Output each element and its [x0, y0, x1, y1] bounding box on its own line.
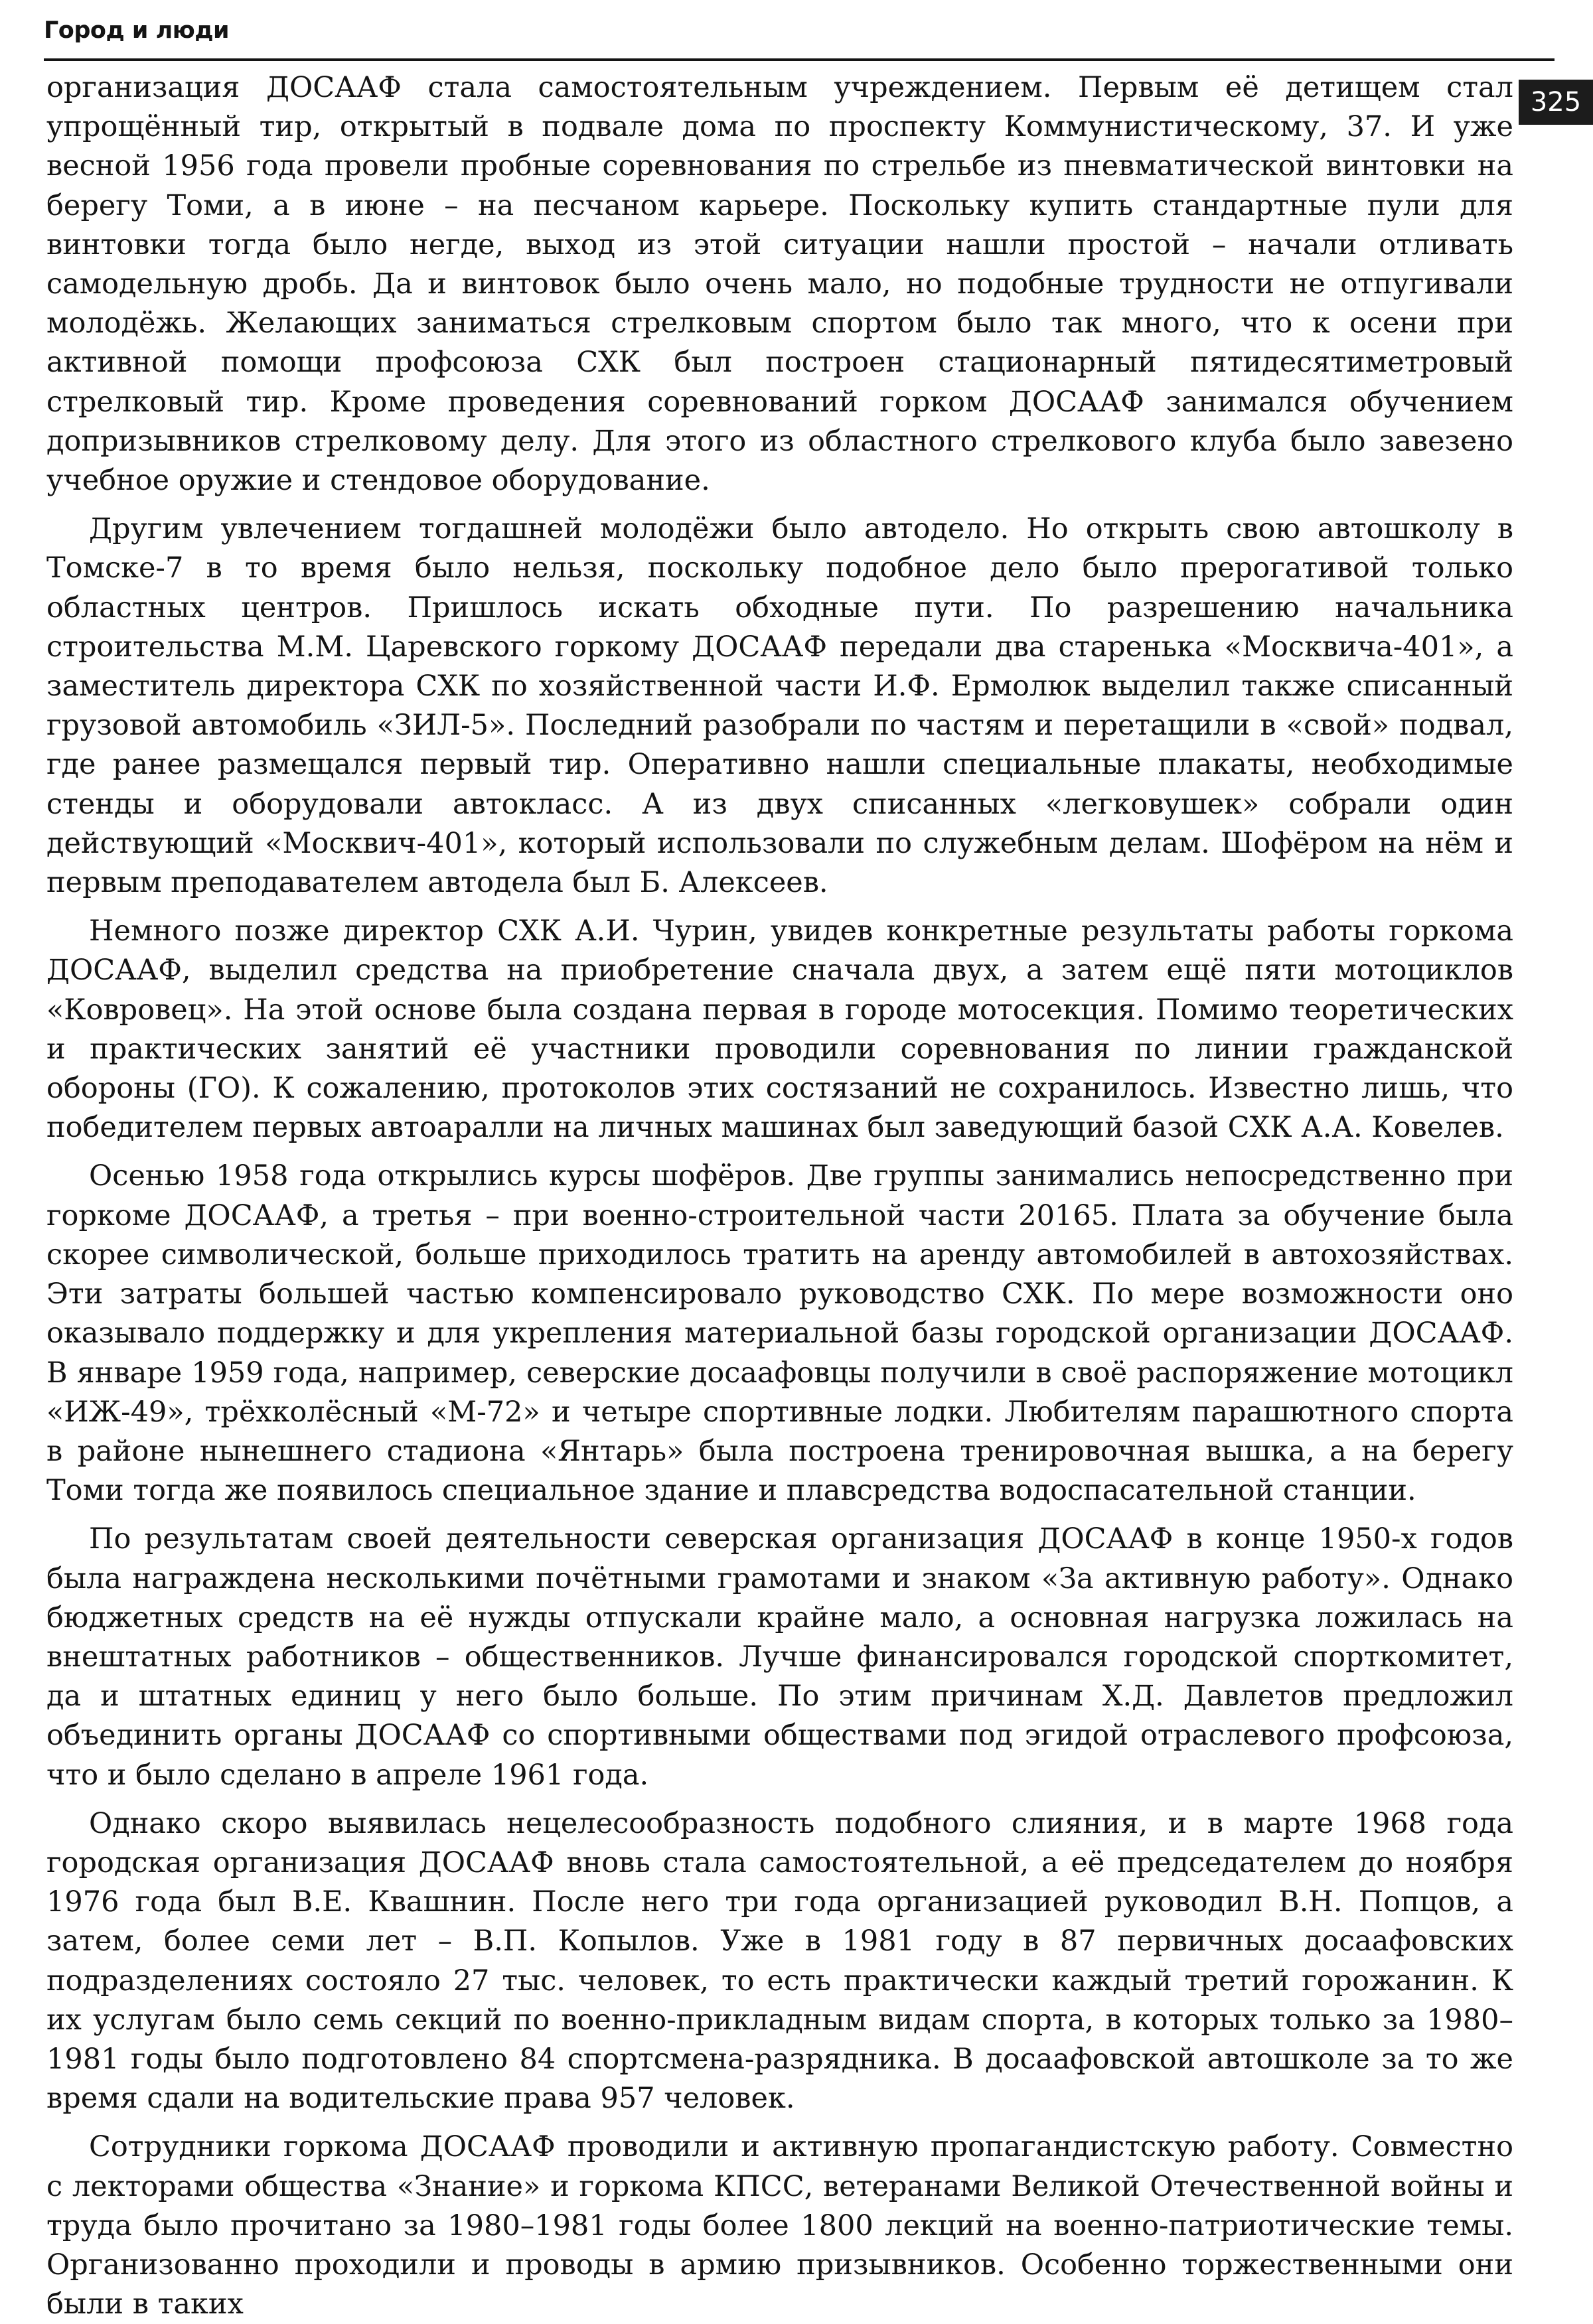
page-number: 325 — [1519, 80, 1593, 125]
paragraph: организация ДОСААФ стала самостоятельным учреждением. Первым её детищем стал упрощённый тир, открытый в подвале дома по проспекту Коммунистическому, 37. И уже весной 1956 года провели пробные соревнования по стрельбе из пневматической винтовки на берегу Томи, а в июне – на песчаном карьере. Поскольку купить стандартные пули для винтовки тогда было негде, выход из этой ситуации нашли простой – начали отливать самодельную дробь. Да и винтовок было очень мало, но подобные трудности не отпугивали молодёжь. Желающих заниматься стрелковым спортом было так много, что к осени при активной помощи профсоюза СХК был построен стационарный пятидесятиметровый стрелковый тир. Кроме проведения соревнований горком ДОСААФ занимался обучением допризывников стрелковому делу. Для этого из областного стрелкового клуба было завезено учебное оружие и стендовое оборудование. — [46, 71, 1513, 498]
paragraph: Осенью 1958 года открылись курсы шофёров. Две группы занимались непосредственно при горкоме ДОСААФ, а третья – при военно-строительной части 20165. Плата за обучение была скорее символической, больше приходилось тратить на аренду автомобилей в автохозяйствах. Эти затраты большей частью компенсировало руководство СХК. По мере возможности оно оказывало поддержку и для укрепления материальной базы городской организации ДОСААФ. В январе 1959 года, например, северские досаафовцы получили в своё распоряжение мотоцикл «ИЖ-49», трёхколёсный «М-72» и четыре спортивные лодки. Любителям парашютного спорта в районе нынешнего стадиона «Янтарь» была построена тренировочная вышка, а на берегу Томи тогда же появилось специальное здание и плавсредства водоспасательной станции. — [46, 1159, 1513, 1508]
paragraph: Однако скоро выявилась нецелесообразность подобного слияния, и в марте 1968 года городская организация ДОСААФ вновь стала самостоятельной, а её председателем до ноября 1976 года был В.Е. Квашнин. После него три года организацией руководил В.Н. Попцов, а затем, более семи лет – В.П. Копылов. Уже в 1981 году в 87 первичных досаафовских подразделениях состояло 27 тыс. человек, то есть практически каждый третий горожанин. К их услугам было семь секций по военно-прикладным видам спорта, в которых только за 1980–1981 годы было подготовлено 84 спортсмена-разрядника. В досаафовской автошколе за то же время сдали на водительские права 957 человек. — [46, 1806, 1513, 2116]
paragraph: Сотрудники горкома ДОСААФ проводили и активную пропагандистскую работу. Совместно с лекторами общества «Знание» и горкома КПСС, ветеранами Великой Отечественной войны и труда было прочитано за 1980–1981 годы более 1800 лекций на военно-патриотические темы. Организованно проходили и проводы в армию призывников. Особенно торжественными они были в таких — [46, 2130, 1513, 2321]
paragraph: Немного позже директор СХК А.И. Чурин, увидев конкретные результаты работы горкома ДОСААФ, выделил средства на приобретение сначала двух, а затем ещё пяти мотоциклов «Ковровец». На этой основе была создана первая в городе мотосекция. Помимо теоретических и практических занятий её участники проводили соревнования по линии гражданской обороны (ГО). К сожалению, протоколов этих состязаний не сохранилось. Известно лишь, что победителем первых автоаралли на личных машинах был заведующий базой СХК А.А. Ковелев. — [46, 914, 1513, 1145]
paragraph: По результатам своей деятельности северская организация ДОСААФ в конце 1950-х годов была награждена несколькими почётными грамотами и знаком «За активную работу». Однако бюджетных средств на её нужды отпускали крайне мало, а основная нагрузка ложилась на внештатных работников – общественников. Лучше финансировался городской спорткомитет, да и штатных единиц у него было больше. По этим причинам Х.Д. Давлетов предложил объединить органы ДОСААФ со спортивными обществами под эгидой отраслевого профсоюза, что и было сделано в апреле 1961 года. — [46, 1522, 1513, 1792]
header-rule — [44, 58, 1555, 61]
paragraph: Другим увлечением тогдашней молодёжи было автодело. Но открыть свою автошколу в Томске-7 в то время было нельзя, поскольку подобное дело было прерогативой только областных центров. Пришлось искать обходные пути. По разрешению начальника строительства М.М. Царевского горкому ДОСААФ передали два старенька «Москвича-401», а заместитель директора СХК по хозяйственной части И.Ф. Ермолюк выделил также списанный грузовой автомобиль «ЗИЛ-5». Последний разобрали по частям и перетащили в «свой» подвал, где ранее размещался первый тир. Оперативно нашли специальные плакаты, необходимые стенды и оборудовали автокласс. А из двух списанных «легковушек» собрали один действующий «Москвич-401», который использовали по служебным делам. Шофёром на нём и первым преподавателем автодела был Б. Алексеев. — [46, 512, 1513, 900]
running-head: Город и люди — [44, 17, 230, 44]
article-body — [46, 68, 1513, 2324]
